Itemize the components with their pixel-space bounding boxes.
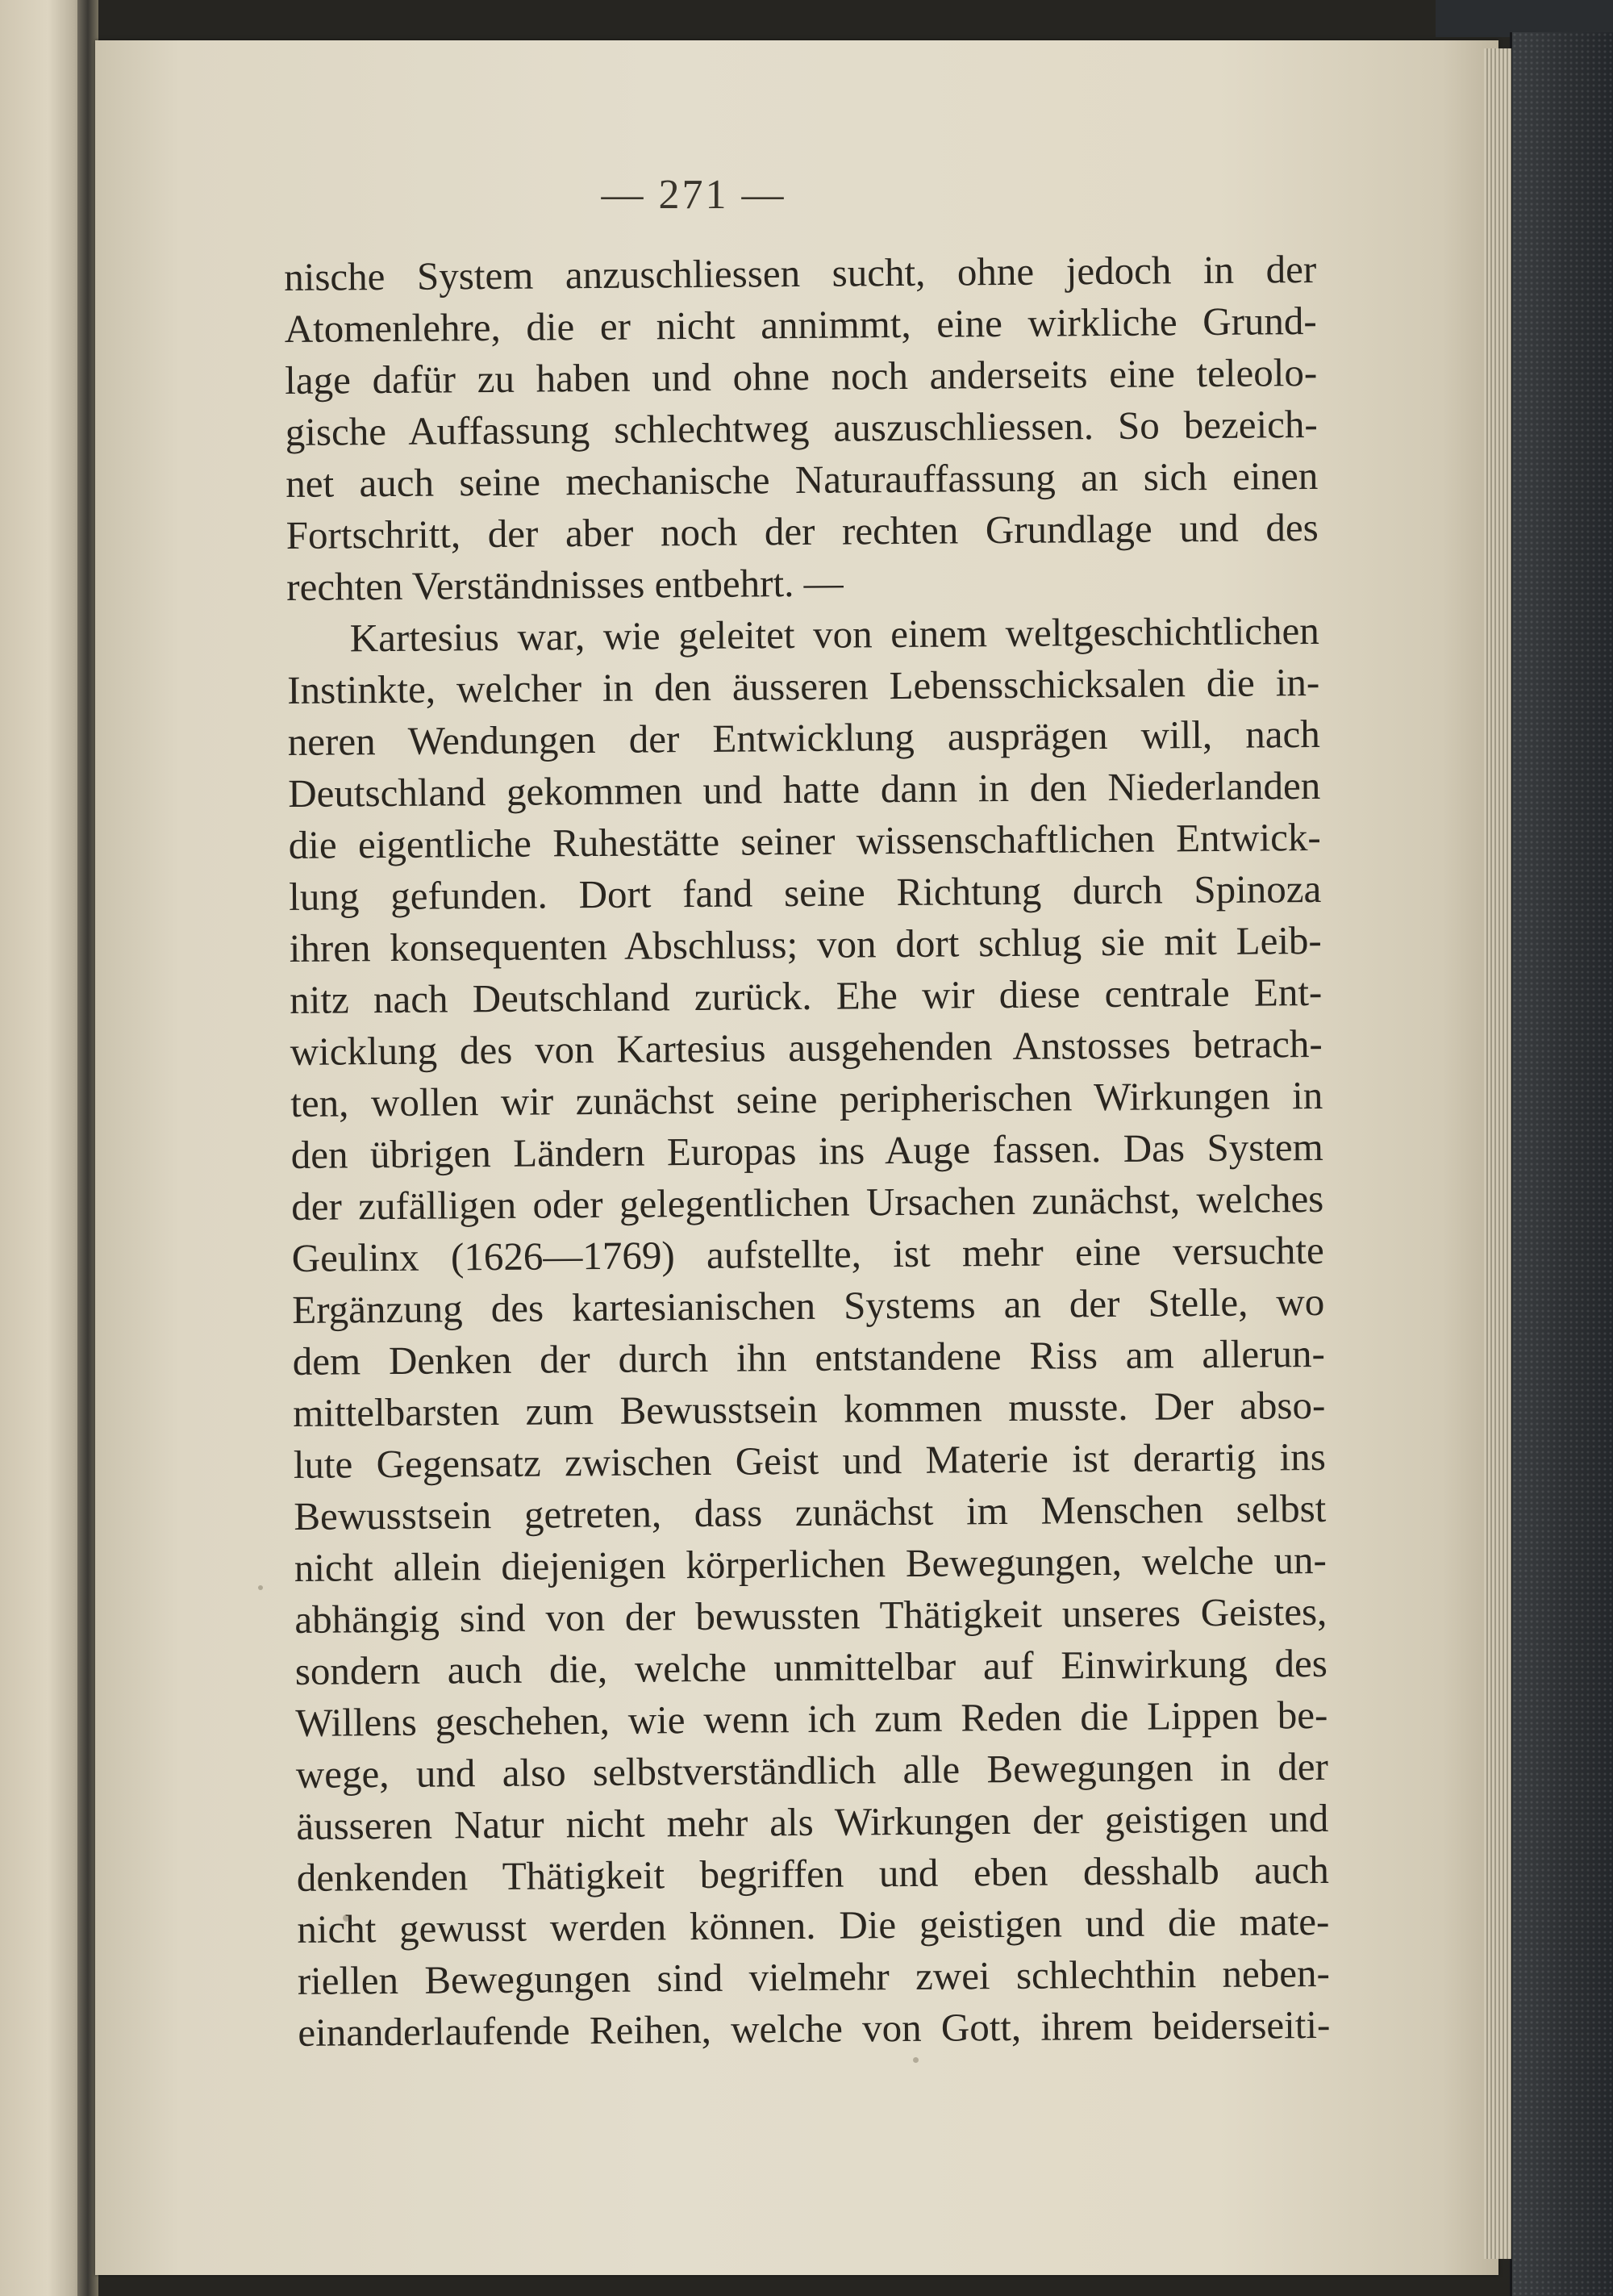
paragraph-end-line: rechten Verständnisses entbehrt. — bbox=[286, 560, 844, 609]
text-line: sondern auch die, welche unmittelbar auf Einwirkung des bbox=[294, 1640, 1327, 1693]
text-line: dem Denken der durch ihn entstandene Riss am allerun- bbox=[292, 1330, 1325, 1384]
ink-spot bbox=[913, 2057, 919, 2063]
text-line: Bewusstsein getreten, dass zunächst im Menschen selbst bbox=[294, 1485, 1327, 1538]
paragraph-start-line: Kartesius war, wie geleitet von einem weltgeschichtlichen bbox=[349, 607, 1319, 661]
text-line: gische Auffassung schlechtweg auszuschliessen. So bezeich- bbox=[285, 401, 1318, 454]
text-line: riellen Bewegungen sind vielmehr zwei schlechthin neben- bbox=[297, 1950, 1331, 2003]
text-line: Deutschland gekommen und hatte dann in den Niederlanden bbox=[288, 762, 1321, 816]
text-line: nicht gewusst werden können. Die geistigen und die mate- bbox=[297, 1898, 1330, 1952]
book-cover-edge bbox=[1510, 32, 1613, 2296]
text-line: abhängig sind von der bewussten Thätigkeit unseres Geistes, bbox=[294, 1588, 1327, 1642]
text-line: lute Gegensatz zwischen Geist und Materie ist derartig ins bbox=[293, 1434, 1326, 1487]
ink-spot bbox=[343, 1914, 350, 1922]
text-line: lage dafür zu haben und ohne noch anderseits eine teleolo- bbox=[285, 349, 1318, 403]
body-text bbox=[284, 244, 1331, 2059]
text-line: Ergänzung des kartesianischen Systems an der Stelle, wo bbox=[292, 1279, 1325, 1332]
text-line: der zufälligen oder gelegentlichen Ursachen zunächst, welches bbox=[291, 1175, 1324, 1229]
text-line: net auch seine mechanische Naturauffassung an sich einen bbox=[286, 453, 1319, 506]
text-line: lung gefunden. Dort fand seine Richtung durch Spinoza bbox=[289, 866, 1322, 919]
text-line: einanderlaufende Reihen, welche von Gott, ihrem beiderseiti- bbox=[298, 2002, 1331, 2055]
text-line: äusseren Natur nicht mehr als Wirkungen der geistigen und bbox=[296, 1795, 1329, 1848]
text-line: Willens geschehen, wie wenn ich zum Reden die Lippen be- bbox=[295, 1692, 1328, 1745]
ink-spot bbox=[258, 1585, 263, 1590]
text-line: den übrigen Ländern Europas ins Auge fassen. Das System bbox=[290, 1124, 1323, 1177]
text-line: denkenden Thätigkeit begriffen und eben desshalb auch bbox=[296, 1847, 1330, 1900]
text-line: Geulinx (1626—1769) aufstellte, ist mehr eine versuchte bbox=[291, 1227, 1324, 1280]
text-line: nische System anzuschliessen sucht, ohne jedoch in der bbox=[284, 246, 1317, 299]
text-line: mittelbarsten zum Bewusstsein kommen musste. Der abso- bbox=[293, 1382, 1326, 1435]
text-line: ihren konsequenten Abschluss; von dort schlug sie mit Leib- bbox=[289, 917, 1322, 971]
text-line: Atomenlehre, die er nicht annimmt, eine wirkliche Grund- bbox=[284, 298, 1317, 351]
text-line: Fortschritt, der aber noch der rechten Grundlage und des bbox=[286, 504, 1319, 557]
text-line: ten, wollen wir zunächst seine peripherischen Wirkungen in bbox=[290, 1072, 1323, 1125]
page-number: — 271 — bbox=[601, 172, 786, 218]
facing-page-edge bbox=[0, 0, 87, 2296]
text-line: wege, und also selbstverständlich alle Bewegungen in der bbox=[295, 1743, 1329, 1797]
text-line: die eigentliche Ruhestätte seiner wissenschaftlichen Entwick- bbox=[288, 814, 1321, 867]
page-stack-edges bbox=[1484, 48, 1511, 2259]
text-line: Instinkte, welcher in den äusseren Lebensschicksalen die in- bbox=[287, 659, 1320, 712]
text-line: nicht allein diejenigen körperlichen Bewegungen, welche un- bbox=[294, 1537, 1327, 1590]
text-line: neren Wendungen der Entwicklung ausprägen will, nach bbox=[287, 711, 1320, 764]
text-line: nitz nach Deutschland zurück. Ehe wir diese centrale Ent- bbox=[290, 969, 1323, 1022]
text-line: wicklung des von Kartesius ausgehenden Anstosses betrach- bbox=[290, 1021, 1323, 1074]
